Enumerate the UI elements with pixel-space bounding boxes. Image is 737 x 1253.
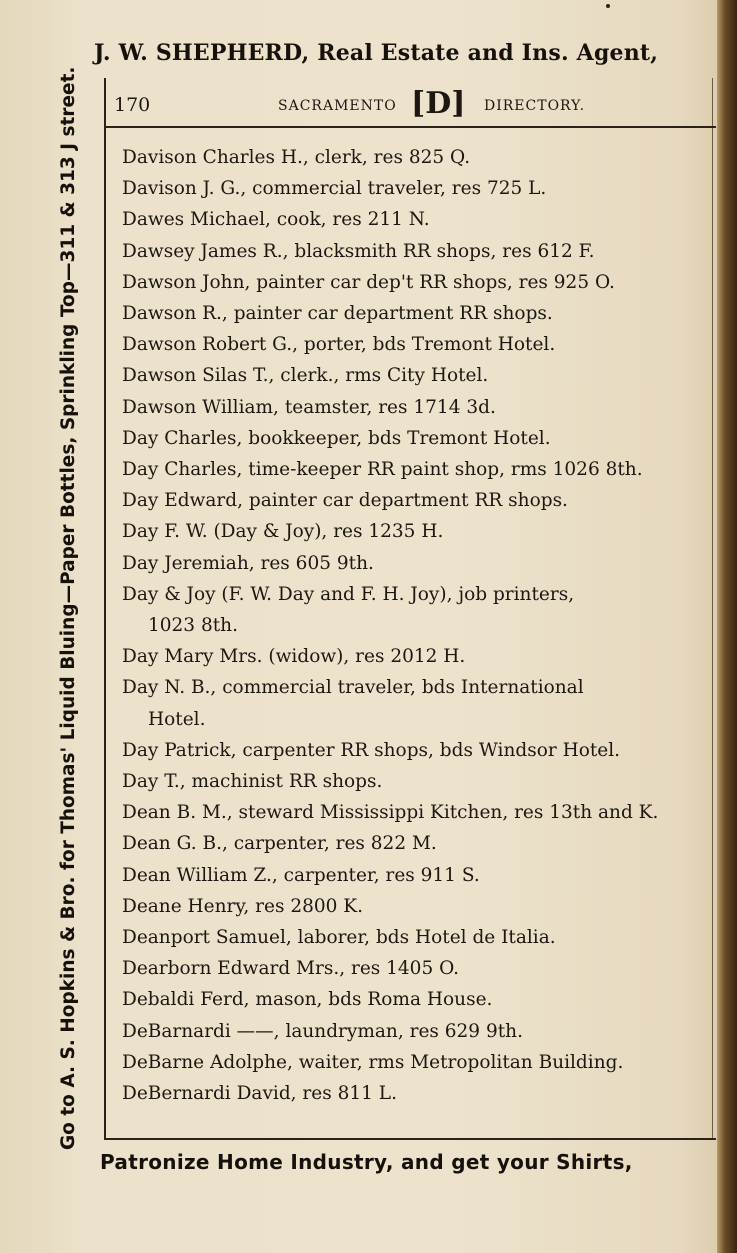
directory-entry — [122, 548, 712, 579]
directory-entry — [122, 828, 712, 859]
header-rule — [106, 126, 716, 128]
entry-continuation: Hotel. — [148, 708, 206, 730]
directory-entry — [122, 984, 712, 1015]
directory-entry — [122, 173, 712, 204]
entry-text: Debaldi Ferd, mason, bds Roma House. — [122, 989, 493, 1011]
entry-text: Davison Charles H., clerk, res 825 Q. — [122, 147, 471, 168]
left-frame-rule — [104, 78, 106, 1140]
directory-entry — [122, 142, 712, 173]
directory-entry — [122, 1016, 712, 1047]
directory-entry — [122, 516, 712, 547]
directory-entry — [122, 236, 712, 267]
side-advertisement: Go to A. S. Hopkins & Bro. for Thomas' Liquid Bluing—Paper Bottles, Sprinkling Top—311 & 313 J street. — [58, 66, 79, 1150]
entry-text: Dean William Z., carpenter, res 911 S. — [122, 864, 480, 886]
entry-text: Davison J. G., commercial traveler, res 725 L. — [122, 178, 547, 200]
entry-text: Day Charles, time-keeper RR paint shop, rms 1026 8th. — [122, 459, 643, 481]
entry-text: Deanport Samuel, laborer, bds Hotel de Italia. — [122, 927, 556, 949]
entry-text: DeBarnardi ——, laundryman, res 629 9th. — [122, 1020, 523, 1042]
header-advertisement: J. W. SHEPHERD, Real Estate and Ins. Agent, — [94, 40, 659, 66]
directory-entry — [122, 672, 712, 734]
entry-text: Dean B. M., steward Mississippi Kitchen, res 13th and K. — [122, 802, 659, 824]
entry-text: Dawson R., painter car department RR shops. — [122, 303, 553, 325]
directory-entry — [122, 454, 712, 485]
entry-text: Day Patrick, carpenter RR shops, bds Windsor Hotel. — [122, 739, 621, 761]
entry-text: Day Charles, bookkeeper, bds Tremont Hotel. — [122, 427, 551, 449]
entry-text: Dawson Silas T., clerk., rms City Hotel. — [122, 365, 489, 387]
directory-entry — [122, 1047, 712, 1078]
entry-text: Dawes Michael, cook, res 211 N. — [122, 209, 430, 231]
directory-entry — [122, 735, 712, 766]
directory-entry — [122, 204, 712, 235]
footer-advertisement: Patronize Home Industry, and get your Shirts, — [100, 1150, 633, 1174]
entry-text: Day N. B., commercial traveler, bds International — [122, 677, 584, 699]
entry-text: Day F. W. (Day & Joy), res 1235 H. — [122, 521, 444, 543]
entry-text: Dawson John, painter car dep't RR shops, res 925 O. — [122, 271, 615, 293]
directory-entry-list — [122, 142, 712, 1109]
directory-entry — [122, 392, 712, 423]
page-binding-edge — [717, 0, 737, 1253]
directory-entry — [122, 922, 712, 953]
running-head — [112, 86, 712, 121]
entry-text: Deane Henry, res 2800 K. — [122, 895, 363, 917]
entry-text: DeBarne Adolphe, waiter, rms Metropolitan Building. — [122, 1051, 624, 1073]
entry-text: Day & Joy (F. W. Day and F. H. Joy), job printers, — [122, 583, 575, 605]
section-letter: [D] — [411, 86, 466, 121]
entry-text: Dean G. B., carpenter, res 822 M. — [122, 833, 437, 855]
directory-entry — [122, 641, 712, 672]
running-head-title: DIRECTORY. — [484, 98, 586, 114]
entry-text: Day Jeremiah, res 605 9th. — [122, 552, 374, 574]
directory-entry — [122, 860, 712, 891]
ink-speck — [606, 4, 610, 8]
entry-continuation: 1023 8th. — [148, 615, 238, 637]
entry-text: Day Edward, painter car department RR shops. — [122, 490, 568, 512]
page-number: 170 — [114, 94, 151, 116]
entry-text: Dawson William, teamster, res 1714 3d. — [122, 396, 496, 418]
directory-entry — [122, 298, 712, 329]
directory-entry — [122, 267, 712, 298]
directory-entry — [122, 891, 712, 922]
directory-entry — [122, 485, 712, 516]
directory-entry — [122, 766, 712, 797]
running-head-city: SACRAMENTO — [278, 98, 397, 114]
directory-entry — [122, 360, 712, 391]
right-frame-rule — [712, 78, 713, 1140]
entry-text: Dearborn Edward Mrs., res 1405 O. — [122, 958, 460, 980]
directory-entry — [122, 329, 712, 360]
entry-text: Dawsey James R., blacksmith RR shops, res 612 F. — [122, 240, 595, 262]
entry-text: Dawson Robert G., porter, bds Tremont Hotel. — [122, 334, 556, 356]
directory-entry — [122, 579, 712, 641]
directory-entry — [122, 423, 712, 454]
entry-text: Day Mary Mrs. (widow), res 2012 H. — [122, 646, 466, 668]
entry-text: Day T., machinist RR shops. — [122, 771, 383, 793]
directory-entry — [122, 1078, 712, 1109]
directory-entry — [122, 797, 712, 828]
entry-text: DeBernardi David, res 811 L. — [122, 1083, 397, 1105]
footer-rule — [104, 1138, 716, 1140]
directory-entry — [122, 953, 712, 984]
